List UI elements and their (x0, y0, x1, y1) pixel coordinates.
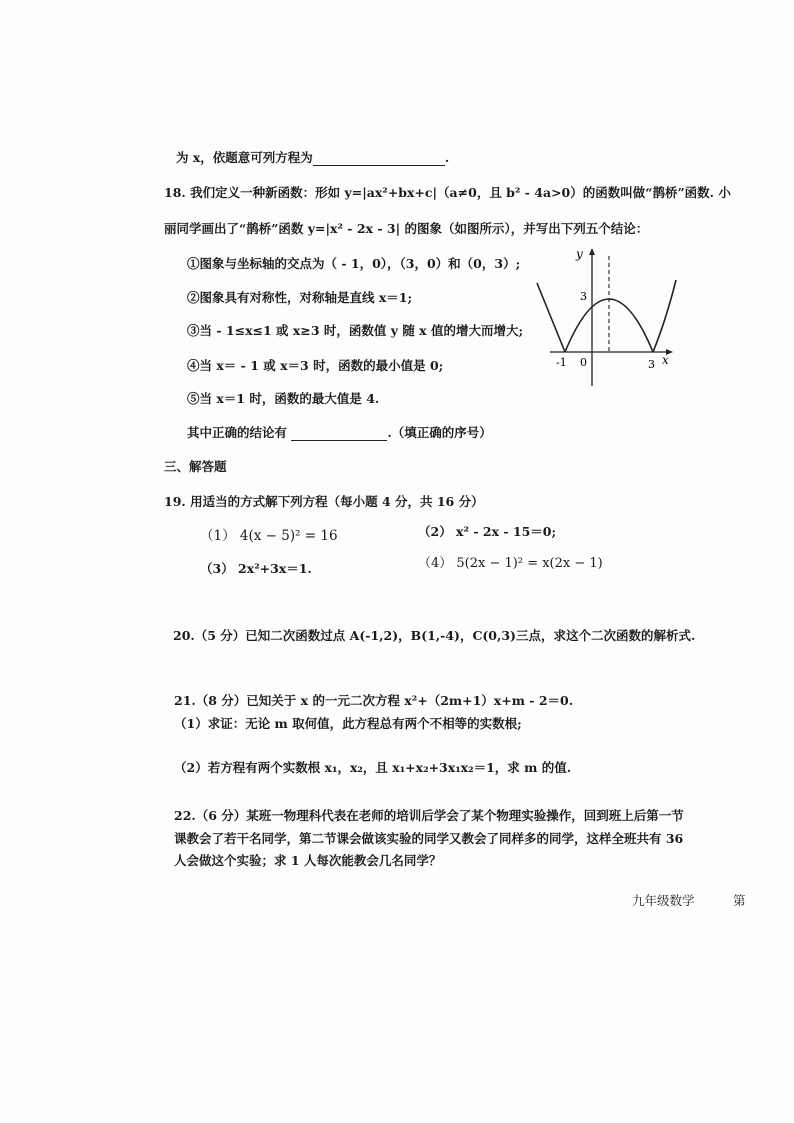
q19-part-3: （3） 2x²+3x＝1. (200, 561, 312, 576)
q17-tail (176, 150, 449, 166)
q18-answer-blank[interactable] (291, 427, 387, 441)
q17-answer-blank[interactable] (313, 152, 445, 166)
q19-part-1: （1） 4(x − 5)² = 16 (200, 528, 338, 544)
q19-part-4: （4） 5(2x − 1)² = x(2x − 1) (418, 556, 603, 571)
footer-subject: 九年级数学 (632, 893, 695, 908)
q18-conclusion-4: ④当 x＝ - 1 或 x＝3 时，函数的最小值是 0; (187, 358, 444, 373)
curve-left-branch (537, 283, 565, 352)
curve-right-branch (653, 280, 676, 352)
q21-part-2: （2）若方程有两个实数根 x₁，x₂，且 x₁+x₂+3x₁x₂＝1，求 m 的值. (174, 760, 572, 775)
q18-answer-prefix: 其中正确的结论有 (187, 425, 288, 440)
q21-part-1: （1）求证：无论 m 取何值，此方程总有两个不相等的实数根; (174, 716, 522, 731)
q18-conclusion-3: ③当 - 1≤x≤1 或 x≥3 时，函数值 y 随 x 值的增大而增大; (187, 323, 524, 338)
q18-function-graph (530, 238, 680, 388)
label-y: y (576, 247, 583, 261)
label-three-yaxis: 3 (580, 290, 587, 303)
q20: 20.（5 分）已知二次函数过点 A(-1,2)，B(1,-4)，C(0,3)三点，求这个二次函数的解析式. (173, 628, 696, 643)
label-three-xaxis: 3 (648, 358, 655, 371)
label-neg-one: -1 (556, 356, 567, 369)
footer-page: 第 (733, 893, 746, 908)
label-origin: 0 (580, 356, 587, 369)
q22-line1: 22.（6 分）某班一物理科代表在老师的培训后学会了某个物理实验操作，回到班上后第一节 (174, 808, 684, 823)
q18-line1: 18. 我们定义一种新函数：形如 y=|ax²+bx+c|（a≠0，且 b² - 4a>0）的函数叫做“鹊桥”函数. 小 (164, 185, 731, 200)
q21-title: 21.（8 分）已知关于 x 的一元二次方程 x²+（2m+1）x+m - 2＝0. (174, 693, 574, 708)
q18-conclusion-2: ②图象具有对称性，对称轴是直线 x＝1; (187, 290, 413, 305)
q18-answer-suffix: .（填正确的序号） (387, 425, 492, 440)
q19-part-2: （2） x² - 2x - 15＝0; (418, 524, 557, 539)
q18-line2: 丽同学画出了“鹊桥”函数 y=|x² - 2x - 3| 的图象（如图所示），并写出下列五个结论： (164, 221, 649, 236)
section-three-heading: 三、解答题 (164, 459, 227, 474)
q17-text: 为 x，依题意可列方程为 (176, 150, 313, 165)
y-axis-arrow-icon (589, 248, 595, 255)
label-x: x (662, 353, 669, 367)
q18-conclusion-5: ⑤当 x＝1 时，函数的最大值是 4. (187, 391, 380, 406)
q22-line3: 人会做这个实验；求 1 人每次能教会几名同学？ (174, 853, 442, 868)
q17-end: . (444, 150, 450, 165)
q18-answer-line (187, 425, 492, 441)
q18-conclusion-1: ①图象与坐标轴的交点为（ - 1，0），（3，0）和（0，3）; (187, 256, 521, 271)
q22-line2: 课教会了若干名同学，第二节课会做该实验的同学又教会了同样多的同学，这样全班共有 36 (174, 831, 684, 846)
q19-title: 19. 用适当的方式解下列方程（每小题 4 分，共 16 分） (164, 494, 484, 509)
